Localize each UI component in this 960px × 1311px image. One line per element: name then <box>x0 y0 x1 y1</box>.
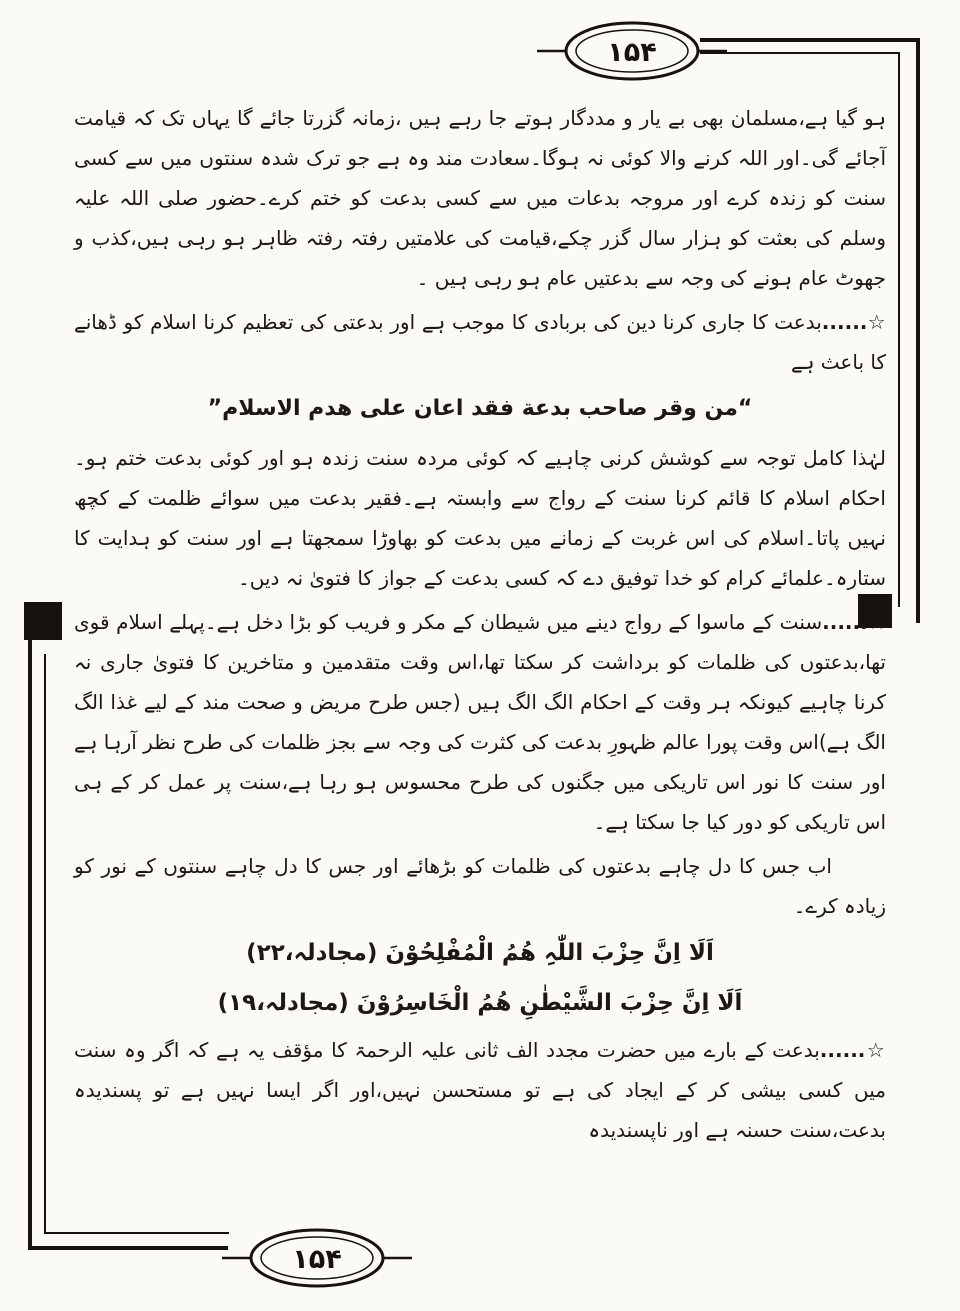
border-corner-square <box>24 602 62 640</box>
paragraph-text: بدعت کا جاری کرنا دین کی بربادی کا موجب ہے اور بدعتی کی تعظیم کرنا اسلام کو ڈھانے کا باعث ہے <box>74 310 886 374</box>
star-marker: ☆...... <box>821 310 886 334</box>
border-line <box>44 654 46 1232</box>
border-line <box>898 52 900 607</box>
paragraph <box>74 930 886 976</box>
paragraph <box>74 846 886 926</box>
star-marker: ☆...... <box>822 610 886 634</box>
paragraph <box>74 98 886 298</box>
star-marker: ☆...... <box>819 1038 887 1062</box>
page-number-ornament-top <box>537 19 727 83</box>
border-line <box>700 38 920 42</box>
paragraph-text: “من وقر صاحب بدعة فقد اعان علی هدم الاسلام” <box>207 396 753 421</box>
paragraph-text: بدعت کے بارے میں حضرت مجدد الف ثانی علیہ الرحمۃ کا مؤقف یہ ہے کہ اگر وہ سنت میں کسی بیشی کر کے ایجاد کی ہے تو مستحسن نہیں،اور اگر ایسا نہیں ہے تو پسندیدہ بدعت،سنت حسنہ ہے اور ناپسندیدہ <box>74 1038 886 1142</box>
paragraph <box>74 386 886 432</box>
paragraph-text: سنت کے ماسوا کے رواج دینے میں شیطان کے مکر و فریب کو بڑا دخل ہے۔پہلے اسلام قوی تھا،بدعتوں کی ظلمات کو برداشت کر سکتا تھا،اس وقت متقدمین و متاخرین کا فتویٰ جاری نہ کرنا چاہیے کیونکہ ہر وقت کے احکام الگ الگ ہیں (جس طرح مریض و صحت مند کے لیے غذا الگ الگ ہے)اس وقت پورا عالم ظہورِ بدعت کی کثرت کی وجہ سے بجز ظلمات کی طرح نظر آرہا ہے اور سنت کا نور اس تاریکی میں جگنوں کی طرح محسوس ہو رہا ہے،سنت پر عمل کر کے ہی اس تاریکی کو دور کیا جا سکتا ہے۔ <box>74 610 886 834</box>
border-line <box>916 38 920 623</box>
border-line <box>700 52 900 54</box>
page-number-top: ۱۵۴ <box>607 37 657 68</box>
paragraph <box>74 1030 886 1150</box>
page-number-bottom: ۱۵۴ <box>292 1244 342 1275</box>
paragraph <box>74 602 886 842</box>
page-number-ornament-bottom <box>222 1226 412 1290</box>
paragraph <box>74 438 886 598</box>
border-line <box>28 640 32 1250</box>
paragraph <box>74 302 886 382</box>
paragraph <box>74 980 886 1026</box>
paragraph-text: اب جس کا دل چاہے بدعتوں کی ظلمات کو بڑھائے اور جس کا دل چاہے سنتوں کے نور کو زیادہ کرے۔ <box>74 854 886 918</box>
paragraph-text: اَلَا اِنَّ حِزْبَ الشَّیْطٰنِ ھُمُ الْخَاسِرُوْنَ (مجادلہ،۱۹) <box>217 990 743 1016</box>
border-line <box>28 1246 228 1250</box>
paragraph-text: ہو گیا ہے،مسلمان بھی بے یار و مددگار ہوتے جا رہے ہیں ،زمانہ گزرتا جائے گا یہاں تک کہ قیامت آجائے گی۔اور اللہ کرنے والا کوئی نہ ہوگا۔سعادت مند وہ ہے جو ترک شدہ سنتوں میں سے کسی سنت کو زندہ کرے اور مروجہ بدعات میں سے کسی بدعت کو ختم کرے۔حضور صلی اللہ علیہ وسلم کی بعثت کو ہزار سال گزر چکے،قیامت کی علامتیں رفتہ رفتہ ظاہر ہو رہی ہیں،کذب و جھوٹ عام ہونے کی وجہ سے بدعتیں عام ہو رہی ہیں ۔ <box>74 106 886 290</box>
text-content <box>74 98 886 1154</box>
paragraph-text: لہٰذا کامل توجہ سے کوشش کرنی چاہیے کہ کوئی مردہ سنت زندہ ہو اور کوئی بدعت ختم ہو۔احکام اسلام کا قائم کرنا سنت کے رواج سے وابستہ ہے۔فقیر بدعت میں سوائے ظلمت کے کچھ نہیں پاتا۔اسلام کی اس غربت کے زمانے میں بدعت کو بھاوڑا سمجھتا ہے اور سنت کو ہدایت کا ستارہ۔علمائے کرام کو خدا توفیق دے کہ کسی بدعت کے جواز کا فتویٰ نہ دیں۔ <box>74 446 886 590</box>
paragraph-text: اَلَا اِنَّ حِزْبَ اللّٰہِ ھُمُ الْمُفْلِحُوْنَ (مجادلہ،۲۲) <box>246 940 714 966</box>
border-line <box>44 1232 229 1234</box>
